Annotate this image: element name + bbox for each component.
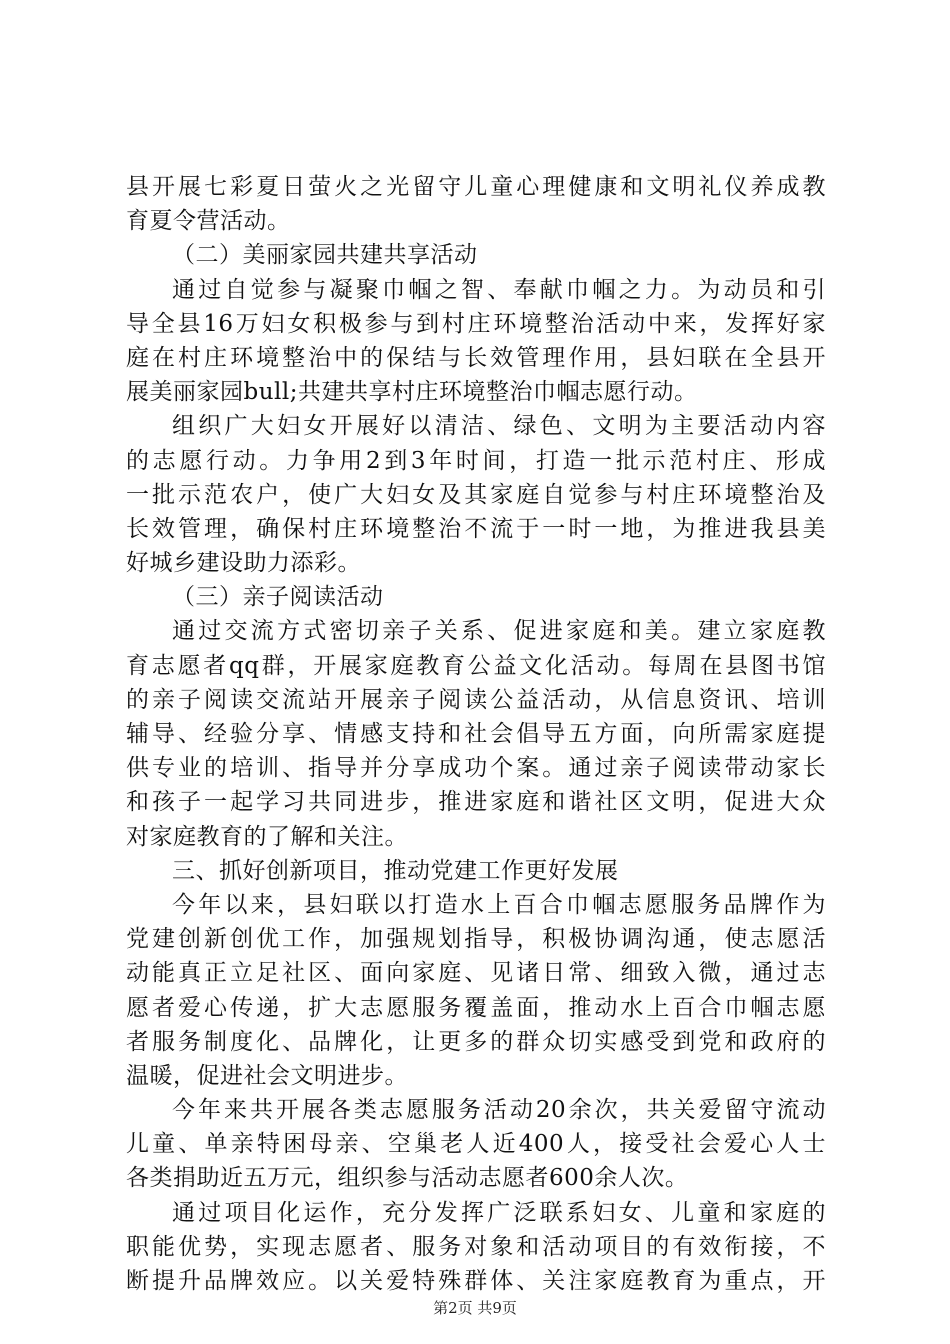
text-line: 辅导、经验分享、情感支持和社会倡导五方面，向所需家庭提 — [126, 721, 826, 747]
section-heading: （二）美丽家园共建共享活动 — [172, 242, 478, 269]
text-line: 对家庭教育的了解和关注。 — [126, 823, 408, 850]
text-line: 一批示范农户，使广大妇女及其家庭自觉参与村庄环境整治及 — [126, 481, 826, 508]
text-line: 愿者爱心传递，扩大志愿服务覆盖面，推动水上百合巾帼志愿 — [126, 994, 826, 1021]
text-line: 育志愿者qq群，开展家庭教育公益文化活动。每周在县图书馆 — [126, 652, 826, 679]
text-line: 育夏令营活动。 — [126, 208, 291, 235]
text-line: 儿童、单亲特困母亲、空巢老人近400人，接受社会爱心人士 — [126, 1131, 826, 1158]
text-line: 通过交流方式密切亲子关系、促进家庭和美。建立家庭教 — [172, 618, 826, 645]
text-line: 温暖，促进社会文明进步。 — [126, 1062, 408, 1089]
text-line: 好城乡建设助力添彩。 — [126, 550, 361, 577]
text-line: 各类捐助近五万元，组织参与活动志愿者600余人次。 — [126, 1165, 689, 1192]
page-footer — [0, 1297, 950, 1318]
section-heading: 三、抓好创新项目，推动党建工作更好发展 — [172, 857, 619, 884]
text-line: 供专业的培训、指导并分享成功个案。通过亲子阅读带动家长 — [126, 755, 826, 782]
text-line: 今年来共开展各类志愿服务活动20余次，共关爱留守流动 — [172, 1097, 826, 1124]
text-line: 的志愿行动。力争用2到3年时间，打造一批示范村庄、形成 — [126, 447, 826, 474]
text-line: 今年以来，县妇联以打造水上百合巾帼志愿服务品牌作为 — [172, 891, 826, 918]
text-line: 党建创新创优工作，加强规划指导，积极协调沟通，使志愿活 — [126, 926, 826, 953]
text-line: 者服务制度化、品牌化，让更多的群众切实感受到党和政府的 — [126, 1028, 826, 1055]
text-line: 和孩子一起学习共同进步，推进家庭和谐社区文明，促进大众 — [126, 789, 826, 816]
text-line: 通过项目化运作，充分发挥广泛联系妇女、儿童和家庭的 — [172, 1199, 826, 1226]
text-line: 导全县16万妇女积极参与到村庄环境整治活动中来，发挥好家 — [126, 310, 826, 337]
section-heading: （三）亲子阅读活动 — [172, 584, 384, 611]
text-line: 展美丽家园bull;共建共享村庄环境整治巾帼志愿行动。 — [126, 379, 698, 406]
text-line: 职能优势，实现志愿者、服务对象和活动项目的有效衔接，不 — [126, 1233, 826, 1260]
text-line: 通过自觉参与凝聚巾帼之智、奉献巾帼之力。为动员和引 — [172, 276, 826, 303]
text-line: 的亲子阅读交流站开展亲子阅读公益活动，从信息资讯、培训 — [126, 686, 826, 713]
text-line: 庭在村庄环境整治中的保结与长效管理作用，县妇联在全县开 — [126, 344, 826, 371]
text-line: 组织广大妇女开展好以清洁、绿色、文明为主要活动内容 — [172, 413, 826, 440]
text-line: 动能真正立足社区、面向家庭、见诸日常、细致入微，通过志 — [126, 960, 826, 987]
text-line: 县开展七彩夏日萤火之光留守儿童心理健康和文明礼仪养成教 — [126, 174, 826, 200]
text-line: 断提升品牌效应。以关爱特殊群体、关注家庭教育为重点，开 — [126, 1268, 826, 1294]
page-number-label: 第2页 共9页 — [433, 1299, 517, 1317]
document-body — [126, 170, 826, 1298]
text-line: 长效管理，确保村庄环境整治不流于一时一地，为推进我县美 — [126, 515, 826, 542]
